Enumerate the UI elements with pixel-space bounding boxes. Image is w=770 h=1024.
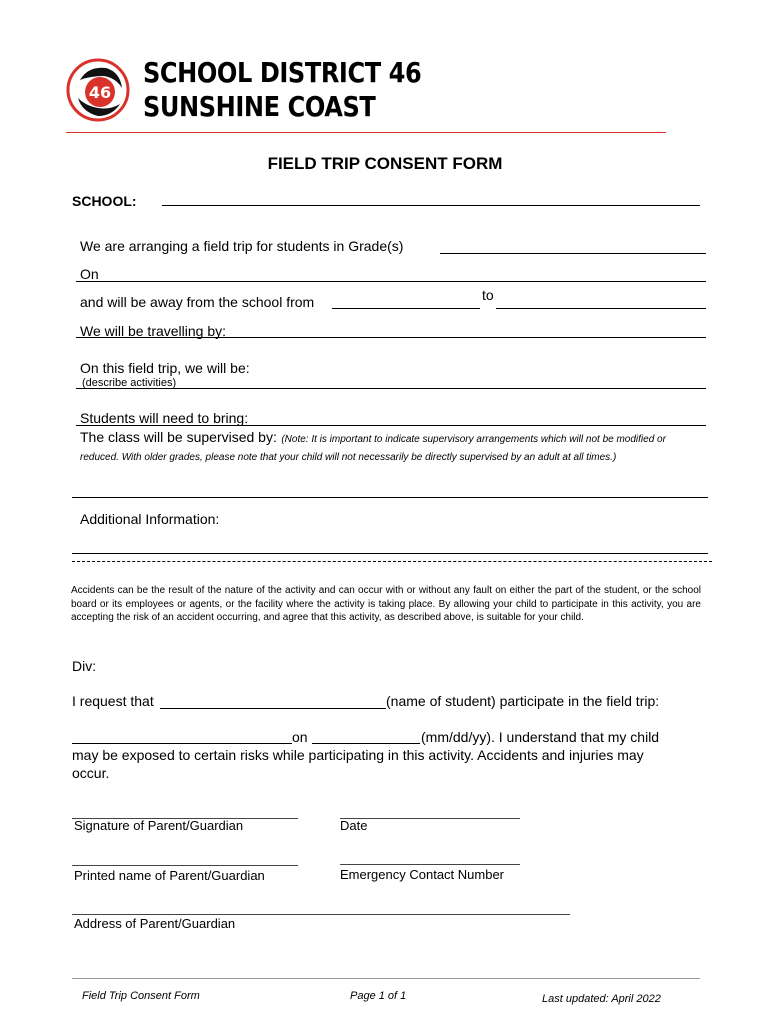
school-field[interactable]: [162, 205, 700, 206]
away-from-field[interactable]: [332, 308, 480, 309]
on-word: on: [292, 729, 308, 745]
trip-field[interactable]: [72, 743, 292, 744]
bring-field[interactable]: [76, 425, 706, 426]
away-text: and will be away from the school from: [80, 294, 315, 310]
activities-field[interactable]: [76, 388, 706, 389]
supervision-note: (Note: It is important to indicate supervisory arrangements which will not be modified or reduced. With older grades, please note that your child will not necessarily be directly supervised by an adult at all times.): [80, 434, 666, 463]
org-name-line1: SCHOOL DISTRICT 46: [143, 56, 422, 89]
trip-date-field[interactable]: [312, 743, 420, 744]
org-name: [143, 56, 421, 124]
grades-text: We are arranging a field trip for students in Grade(s): [80, 238, 404, 254]
signature-label: Signature of Parent/Guardian: [74, 818, 244, 833]
request-prefix: I request that: [72, 693, 154, 709]
supervised-label: The class will be supervised by:: [80, 429, 277, 445]
risk-line-1: may be exposed to certain risks while participating in this activity. Accidents and injuries may: [72, 747, 644, 763]
grades-field[interactable]: [440, 253, 706, 254]
supervision-block: [80, 429, 706, 465]
travel-label: We will be travelling by:: [80, 323, 227, 339]
on-date-field[interactable]: [76, 281, 706, 282]
travel-field[interactable]: [76, 337, 706, 338]
to-label: to: [482, 287, 494, 303]
cut-line-divider: [72, 561, 712, 562]
risk-disclaimer: Accidents can be the result of the nature of the activity and can occur with or without any fault on either the part of the student, or the school board or its employees or agents, or the facility where the activity is taking place. By allowing your child to participate in this activity, you are accepting the risk of an accident occurring, and agree that this activity, as described above, is suitable for your child.: [71, 585, 701, 623]
risk-line-2: occur.: [72, 765, 110, 781]
on-label: On: [80, 266, 99, 282]
supervision-field[interactable]: [72, 497, 708, 498]
div-label: Div:: [72, 658, 97, 674]
date-label: Date: [340, 818, 368, 833]
logo-number: 46: [88, 83, 112, 102]
school-label: SCHOOL:: [72, 193, 137, 209]
footer-form-name: Field Trip Consent Form: [82, 990, 200, 1002]
printed-name-label: Printed name of Parent/Guardian: [74, 868, 265, 883]
footer-page-number: Page 1 of 1: [350, 990, 407, 1002]
footer-last-updated: Last updated: April 2022: [542, 993, 661, 1005]
additional-field[interactable]: [72, 553, 708, 554]
request-suffix: (name of student) participate in the field trip:: [386, 693, 660, 709]
activities-hint: (describe activities): [82, 377, 177, 389]
school-district-logo-icon: [66, 58, 130, 122]
understand-text: (mm/dd/yy). I understand that my child: [421, 729, 660, 745]
away-to-field[interactable]: [496, 308, 706, 309]
additional-label: Additional Information:: [80, 511, 220, 527]
address-label: Address of Parent/Guardian: [74, 916, 236, 931]
student-name-field[interactable]: [160, 708, 386, 709]
emergency-contact-field[interactable]: [340, 864, 520, 865]
emergency-contact-label: Emergency Contact Number: [340, 867, 505, 882]
bring-label: Students will need to bring:: [80, 410, 249, 426]
footer-divider: [72, 978, 700, 979]
org-name-line2: SUNSHINE COAST: [143, 90, 376, 123]
printed-name-field[interactable]: [72, 865, 298, 866]
activities-label: On this field trip, we will be:: [80, 360, 250, 376]
address-field[interactable]: [72, 914, 570, 915]
header-divider: [66, 132, 666, 133]
form-title: FIELD TRIP CONSENT FORM: [267, 154, 503, 173]
